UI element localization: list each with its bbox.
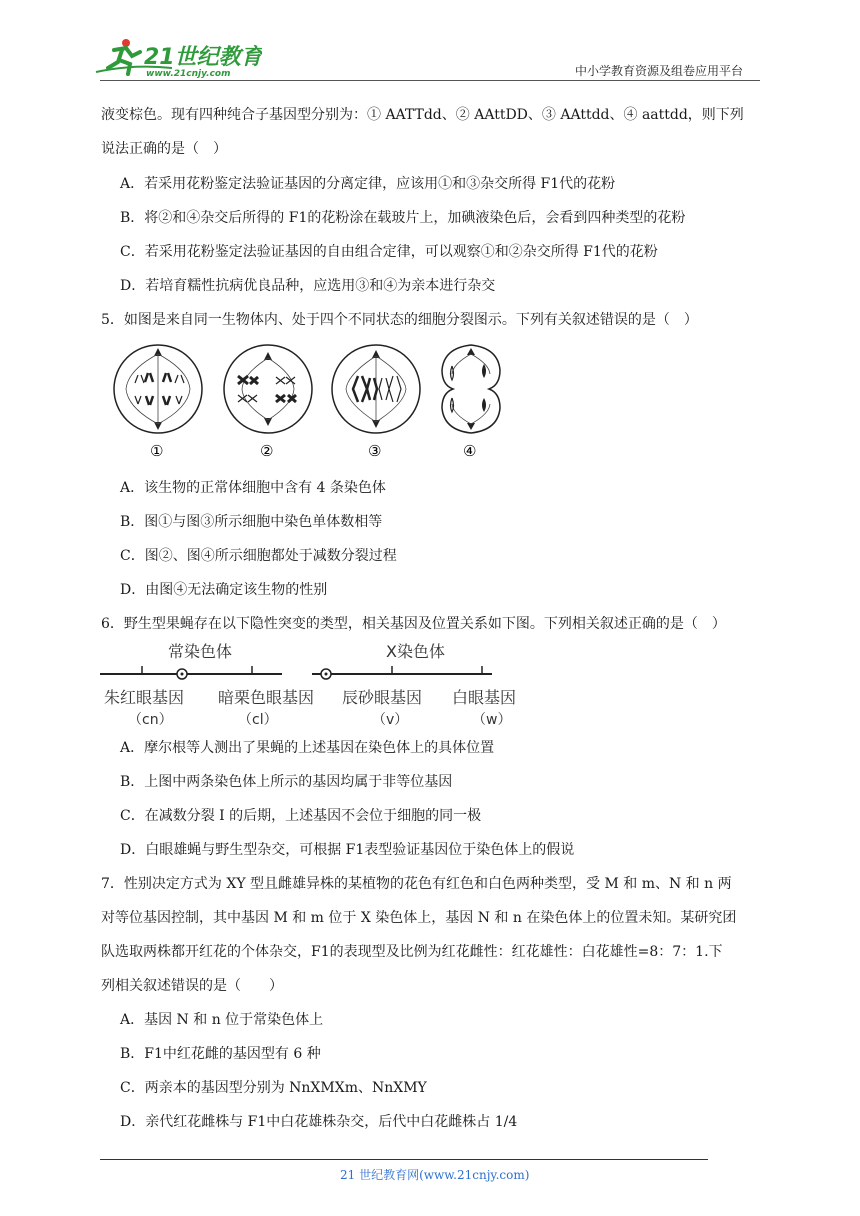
cell-division-figure [108,340,528,464]
gene-cl-name: 暗栗色眼基因 [218,688,315,707]
logo-text: 21世纪教育 [144,45,262,70]
q7-stem-line1: 7．性别决定方式为 XY 型且雌雄异株的某植物的花色有红色和白色两种类型，受 M 和 m、N 和 n 两 [101,876,732,892]
q7-stem-line4: 列相关叙述错误的是（ ） [101,978,283,994]
gene-cn-symbol: （cn） [128,712,173,728]
gene-cn-name: 朱红眼基因 [104,688,185,707]
cell-1 [114,345,202,433]
cell-3-label: ③ [368,442,382,460]
site-logo [92,36,262,84]
runner-logo-icon [92,36,262,80]
q7-stem-line3: 队选取两株都开红花的个体杂交，F1的表现型及比例为红花雌性：红花雄性：白花雄性=8：7：1.下 [101,944,723,960]
x-chromosome-title: X染色体 [386,642,445,661]
header-divider [100,80,760,81]
q7-option-d: D．亲代红花雌株与 F1中白花雄株杂交，后代中白花雌株占 1/4 [120,1114,518,1130]
cell-4 [442,345,500,433]
gene-v-symbol: （v） [372,712,409,728]
footer-link[interactable]: 21 世纪教育网(www.21cnjy.com) [340,1168,530,1182]
autosome-title: 常染色体 [168,642,233,661]
q6-option-d: D．白眼雄蝇与野生型杂交，可根据 F1表型验证基因位于染色体上的假说 [120,842,575,858]
gene-cl-symbol: （cl） [238,712,278,728]
gene-v-name: 辰砂眼基因 [342,688,423,707]
header-platform-text: 中小学教育资源及组卷应用平台 [575,64,744,78]
cell-2 [224,345,312,433]
q4-option-b: B．将②和④杂交后所得的 F1的花粉涂在载玻片上，加碘液染色后，会看到四种类型的花粉 [120,210,686,226]
q7-option-a: A．基因 N 和 n 位于常染色体上 [120,1012,324,1028]
q6-option-a: A．摩尔根等人测出了果蝇的上述基因在染色体上的具体位置 [120,740,495,756]
q4-intro-line1: 液变棕色。现有四种纯合子基因型分别为：① AATTdd、② AAttDD、③ AAttdd、④ aattdd，则下列 [101,107,744,123]
footer-divider [100,1159,708,1160]
q5-option-b: B．图①与图③所示细胞中染色单体数相等 [120,514,383,530]
gene-w-symbol: （w） [472,712,512,728]
chromosome-gene-map [100,640,530,730]
cell-1-label: ① [150,442,164,460]
q7-option-b: B．F1中红花雌的基因型有 6 种 [120,1046,321,1062]
q7-option-c: C．两亲本的基因型分别为 NnXMXm、NnXMY [120,1080,427,1096]
q5-option-d: D．由图④无法确定该生物的性别 [120,582,328,598]
q5-stem: 5．如图是来自同一生物体内、处于四个不同状态的细胞分裂图示。下列有关叙述错误的是（ ） [101,312,698,328]
cell-4-label: ④ [463,442,477,460]
q5-option-c: C．图②、图④所示细胞都处于减数分裂过程 [120,548,397,564]
autosome-line [100,666,282,679]
cell-3 [332,345,420,433]
q7-stem-line2: 对等位基因控制，其中基因 M 和 m 位于 X 染色体上，基因 N 和 n 在染色体上的位置未知。某研究团 [101,910,737,926]
q6-stem: 6．野生型果蝇存在以下隐性突变的类型，相关基因及位置关系如下图。下列相关叙述正确的是（ ） [101,616,726,632]
x-chromosome-line [312,666,492,679]
q4-option-c: C．若采用花粉鉴定法验证基因的自由组合定律，可以观察①和②杂交所得 F1代的花粉 [120,244,658,260]
q4-option-d: D．若培育糯性抗病优良品种，应选用③和④为亲本进行杂交 [120,278,496,294]
cell-2-label: ② [260,442,274,460]
q4-option-a: A．若采用花粉鉴定法验证基因的分离定律，应该用①和③杂交所得 F1代的花粉 [120,176,616,192]
q6-option-b: B．上图中两条染色体上所示的基因均属于非等位基因 [120,774,453,790]
q6-option-c: C．在减数分裂 I 的后期，上述基因不会位于细胞的同一极 [120,808,482,824]
q5-option-a: A．该生物的正常体细胞中含有 4 条染色体 [120,480,386,496]
q4-intro-line2: 说法正确的是（ ） [101,141,227,157]
gene-w-name: 白眼基因 [452,688,517,707]
logo-url: www.21cnjy.com [146,69,231,79]
